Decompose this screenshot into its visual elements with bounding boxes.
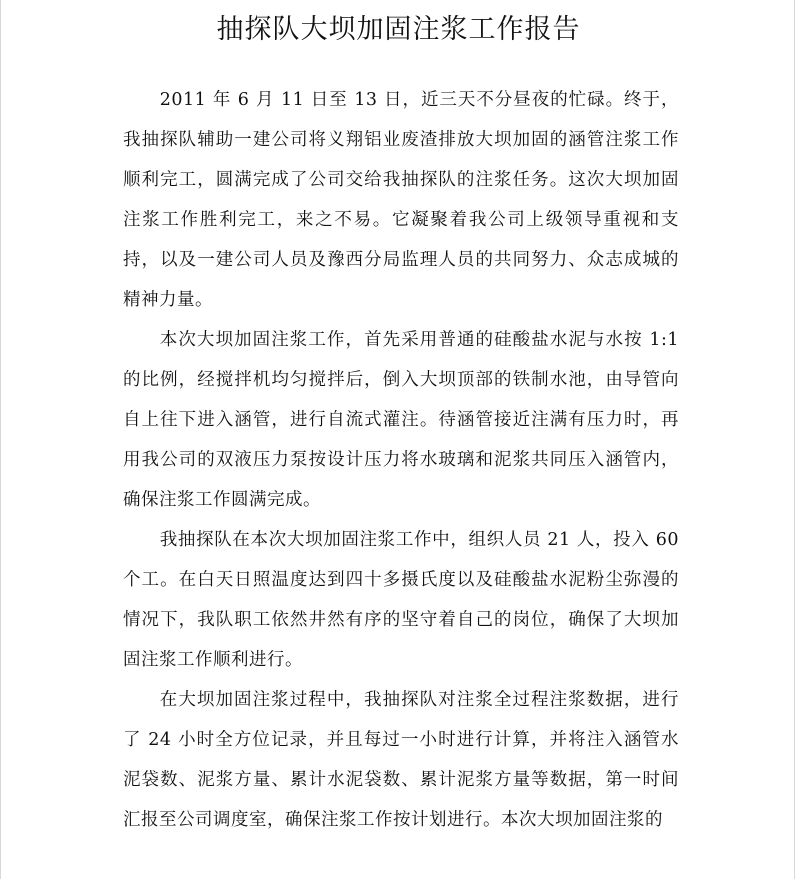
- paragraph-2: 本次大坝加固注浆工作，首先采用普通的硅酸盐水泥与水按 1:1 的比例，经搅拌机均匀搅拌后，倒入大坝顶部的铁制水池，由导管向自上往下进入涵管，进行自流式灌注。待涵管接近注满有压力时，再用我公司的双液压力泵按设计压力将水玻璃和泥浆共同压入涵管内，确保注浆工作圆满完成。: [123, 330, 679, 510]
- document-body: [123, 80, 679, 840]
- paragraph-3: 我抽探队在本次大坝加固注浆工作中，组织人员 21 人，投入 60 个工。在白天日照温度达到四十多摄氏度以及硅酸盐水泥粉尘弥漫的情况下，我队职工依然井然有序的坚守着自己的岗位，确保了大坝加固注浆工作顺利进行。: [123, 530, 679, 670]
- paragraph-4: 在大坝加固注浆过程中，我抽探队对注浆全过程注浆数据，进行了 24 小时全方位记录，并且每过一小时进行计算，并将注入涵管水泥袋数、泥浆方量、累计水泥袋数、累计泥浆方量等数据，第一时间汇报至公司调度室，确保注浆工作按计划进行。本次大坝加固注浆的: [123, 690, 679, 830]
- paragraph-1: 2011 年 6 月 11 日至 13 日，近三天不分昼夜的忙碌。终于，我抽探队辅助一建公司将义翔铝业废渣排放大坝加固的涵管注浆工作顺利完工，圆满完成了公司交给我抽探队的注浆任务。这次大坝加固注浆工作胜利完工，来之不易。它凝聚着我公司上级领导重视和支持，以及一建公司人员及豫西分局监理人员的共同努力、众志成城的精神力量。: [123, 90, 679, 310]
- document-title: 抽探队大坝加固注浆工作报告: [216, 14, 581, 45]
